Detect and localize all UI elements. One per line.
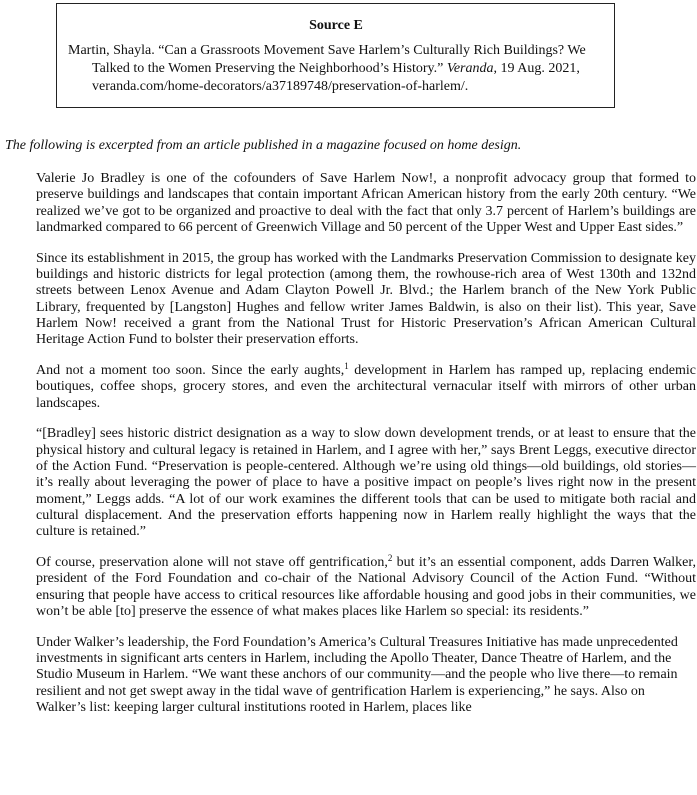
intro-note: The following is excerpted from an article published in a magazine focused on home design. [5, 138, 522, 153]
citation-details: , 19 Aug. 2021, veranda.com/home-decorators/a37189748/preservation-of-harlem/. [92, 61, 580, 94]
source-citation-box [56, 3, 615, 108]
article-excerpt [36, 171, 696, 731]
paragraph-3-after: development in Harlem has ramped up, replacing endemic boutiques, coffee shops, grocery stores, and even the architectural vernacular itself with mirrors of other urban landscapes. [36, 362, 696, 411]
citation-article-title: “Can a Grassroots Movement Save Harlem’s Culturally Rich Buildings? We Talked to the Women Preserving the Neighborhood’s History.” [92, 43, 586, 76]
source-title: Source E [309, 18, 363, 33]
paragraph-1: Valerie Jo Bradley is one of the cofounders of Save Harlem Now!, a nonprofit advocacy group that formed to preserve buildings and landscapes that contain important African American history from the early 20th century. “We realized we’ve got to be organized and proactive to deal with the fact that only 3.7 percent of Harlem’s buildings are landmarked compared to 66 percent of Greenwich Village and 50 percent of the Upper West and Upper East sides.” [36, 171, 696, 235]
footnote-marker-1: 1 [344, 360, 349, 371]
citation-author: Martin, Shayla. [68, 43, 155, 58]
paragraph-2: Since its establishment in 2015, the group has worked with the Landmarks Preservation Commission to designate key buildings and historic districts for legal protection (among them, the rowhouse-rich area of West 130th and 132nd streets between Lenox Avenue and Adam Clayton Powell Jr. Blvd.; the Harlem branch of the New York Public Library, frequented by [Langston] Hughes and fellow writer James Baldwin, is also on their list). This year, Save Harlem Now! received a grant from the National Trust for Historic Preservation’s African American Cultural Heritage Action Fund to bolster their preservation efforts. [36, 250, 696, 348]
paragraph-5-after: but it’s an essential component, adds Darren Walker, president of the Ford Foundation and co-chair of the National Advisory Council of the Action Fund. “Without ensuring that people have access to critical resources like affordable housing and good jobs in their communities, we won’t be able [to] preserve the essence of what makes places like Harlem so special: its residents.” [36, 554, 696, 619]
paragraph-3-before: And not a moment too soon. Since the early aughts, [36, 362, 345, 378]
citation [68, 42, 604, 96]
footnote-marker-2: 2 [387, 552, 393, 563]
citation-publication: Veranda [446, 61, 494, 76]
paragraph-4: “[Bradley] sees historic district designation as a way to slow down development trends, or at least to ensure that the physical history and cultural legacy is retained in Harlem, and I agree with her,” says Brent Leggs, executive director of the Action Fund. “Preservation is people-centered. Although we’re using old things—old buildings, old stories—it’s really about leveraging the power of place to have a positive impact on people’s lives right now in the present moment,” Leggs adds. “A lot of our work examines the different tools that can be used to mitigate both racial and cultural displacement. And the preservation efforts happening now in Harlem really highlight the ways that the culture is retained.” [36, 426, 696, 540]
paragraph-3 [36, 360, 696, 412]
paragraph-5-before: Of course, preservation alone will not stave off gentrification, [36, 554, 388, 570]
paragraph-6: Under Walker’s leadership, the Ford Foundation’s America’s Cultural Treasures Initiative has made unprecedented investments in significant arts centers in Harlem, including the Apollo Theater, Dance Theatre of Harlem, and the Studio Museum in Harlem. “We want these anchors of our community—and the people who live there—to remain resilient and not get swept away in the tidal wave of gentrification Harlem is experiencing,” he says. Also on Walker’s list: keeping larger cultural institutions rooted in Harlem, places like [36, 634, 678, 715]
paragraph-5 [36, 552, 696, 620]
